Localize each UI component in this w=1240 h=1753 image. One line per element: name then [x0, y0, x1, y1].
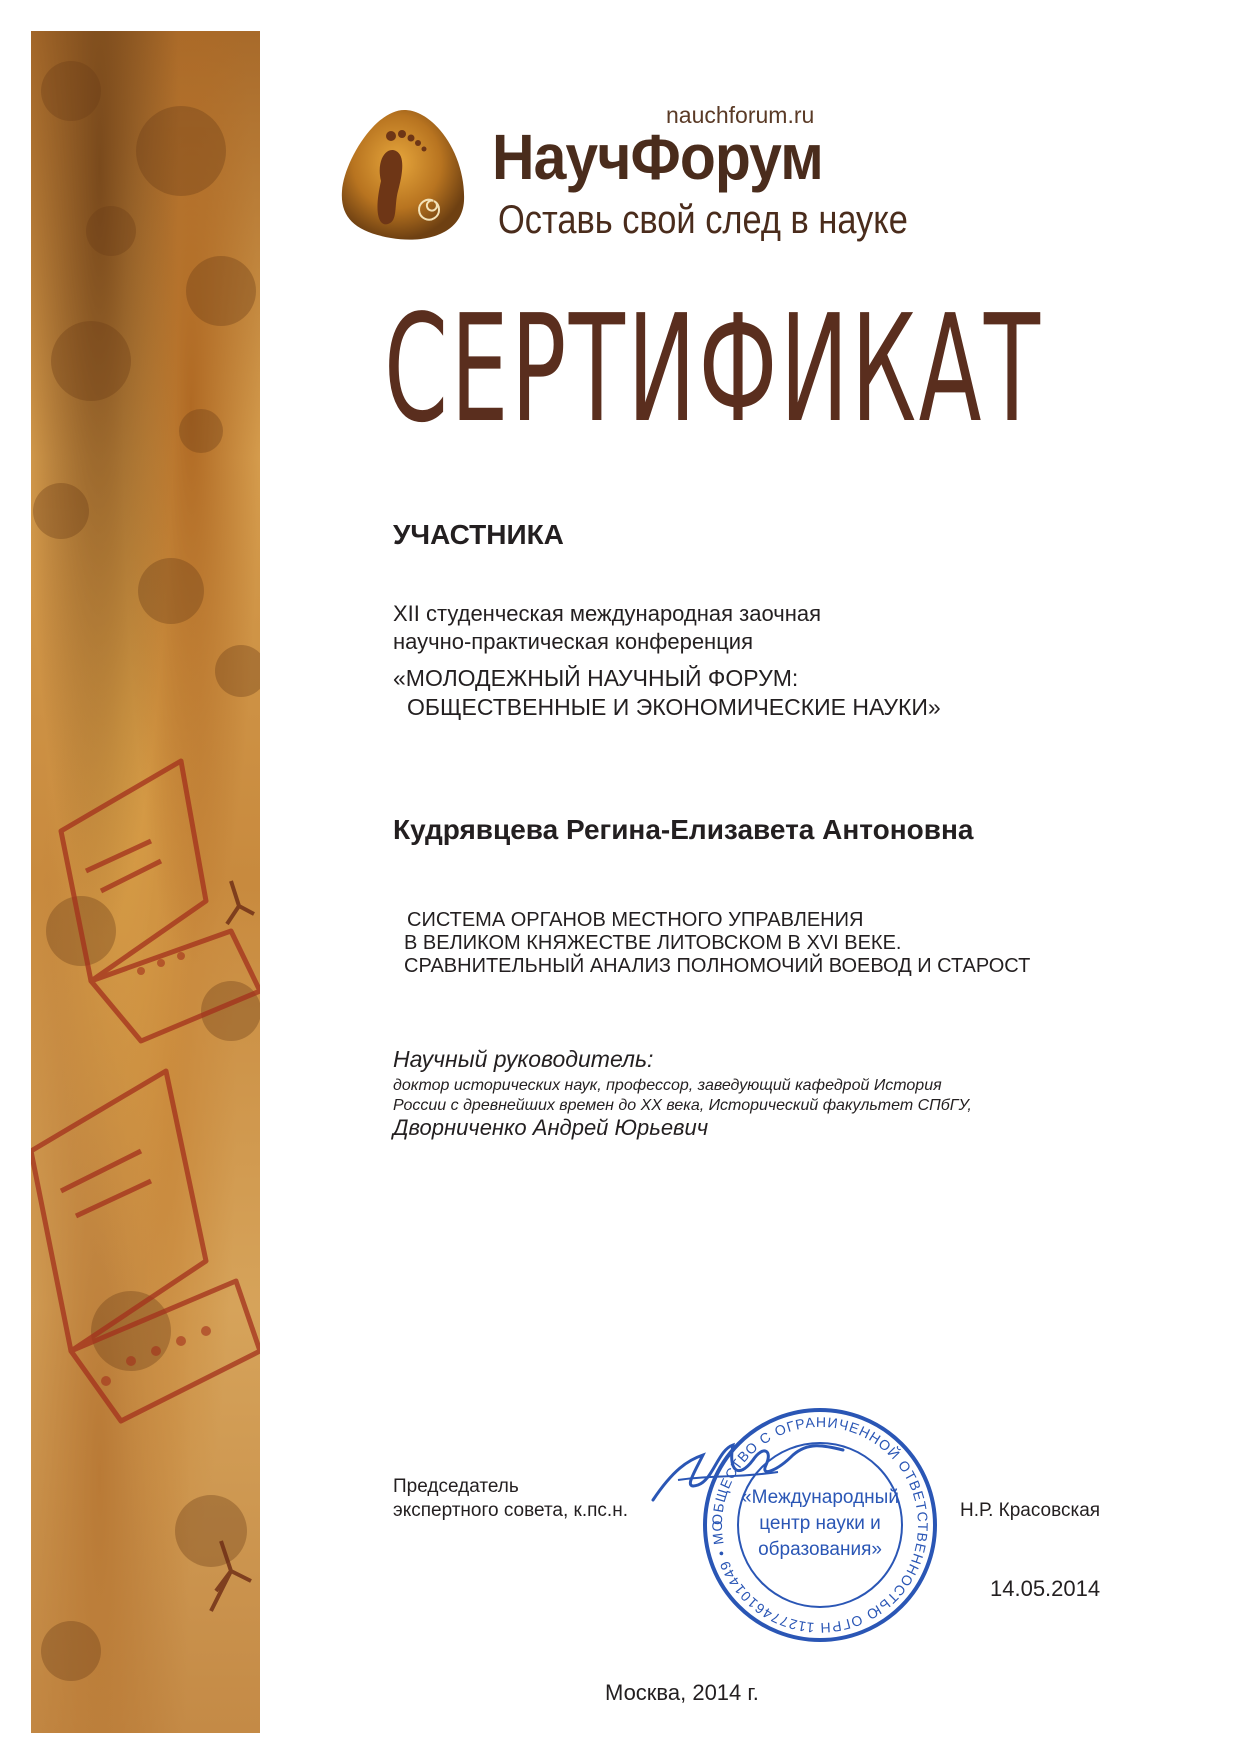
signature-image	[648, 1430, 848, 1520]
stamp-ring-text: ОБЩЕСТВО С ОГРАНИЧЕННОЙ ОТВЕТСТВЕННОСТЬЮ ОГРН 1127746101449 • МО	[708, 1413, 932, 1637]
logo-slogan: Оставь свой след в науке	[498, 198, 908, 242]
supervisor-desc-2: России с древнейших времен до XX века, Исторический факультет СПбГУ,	[393, 1097, 972, 1114]
cave-art-illustration	[31, 31, 260, 1733]
topic-line-3: СРАВНИТЕЛЬНЫЙ АНАЛИЗ ПОЛНОМОЧИЙ ВОЕВОД И СТАРОСТ	[404, 955, 1031, 977]
supervisor-desc-1: доктор исторических наук, профессор, заведующий кафедрой История	[393, 1077, 942, 1094]
participant-label: УЧАСТНИКА	[393, 519, 564, 550]
decorative-side-strip	[31, 31, 260, 1733]
topic-line-2: В ВЕЛИКОМ КНЯЖЕСТВЕ ЛИТОВСКОМ В XVI ВЕКЕ.	[404, 932, 902, 954]
stamp-line-3: образования»	[758, 1539, 882, 1560]
supervisor-name: Дворниченко Андрей Юрьевич	[393, 1115, 709, 1140]
conference-line-1: XII студенческая международная заочная	[393, 601, 822, 626]
city-year: Москва, 2014 г.	[605, 1680, 759, 1705]
supervisor-label: Научный руководитель:	[393, 1046, 654, 1072]
issue-date: 14.05.2014	[990, 1576, 1101, 1601]
logo-url: nauchforum.ru	[666, 102, 815, 128]
topic-line-1: СИСТЕМА ОРГАНОВ МЕСТНОГО УПРАВЛЕНИЯ	[407, 909, 864, 931]
chair-title-line-1: Председатель	[393, 1476, 519, 1497]
nauchforum-logo	[336, 98, 976, 258]
stamp-line-2: центр науки и	[759, 1513, 881, 1534]
logo-name: НаучФорум	[492, 121, 823, 193]
conference-name-2: ОБЩЕСТВЕННЫЕ И ЭКОНОМИЧЕСКИЕ НАУКИ»	[407, 694, 941, 720]
stamp-line-1: «Международный	[741, 1487, 899, 1508]
participant-name: Кудрявцева Регина-Елизавета Антоновна	[393, 814, 974, 845]
certificate-title: СЕРТИФИКАТ	[384, 283, 1043, 455]
footprint-stone-icon	[336, 106, 471, 246]
conference-line-2: научно-практическая конференция	[393, 629, 754, 654]
chair-name: Н.Р. Красовская	[960, 1500, 1101, 1521]
chair-title-line-2: экспертного совета, к.пс.н.	[393, 1500, 628, 1521]
conference-name-1: «МОЛОДЕЖНЫЙ НАУЧНЫЙ ФОРУМ:	[393, 665, 799, 691]
